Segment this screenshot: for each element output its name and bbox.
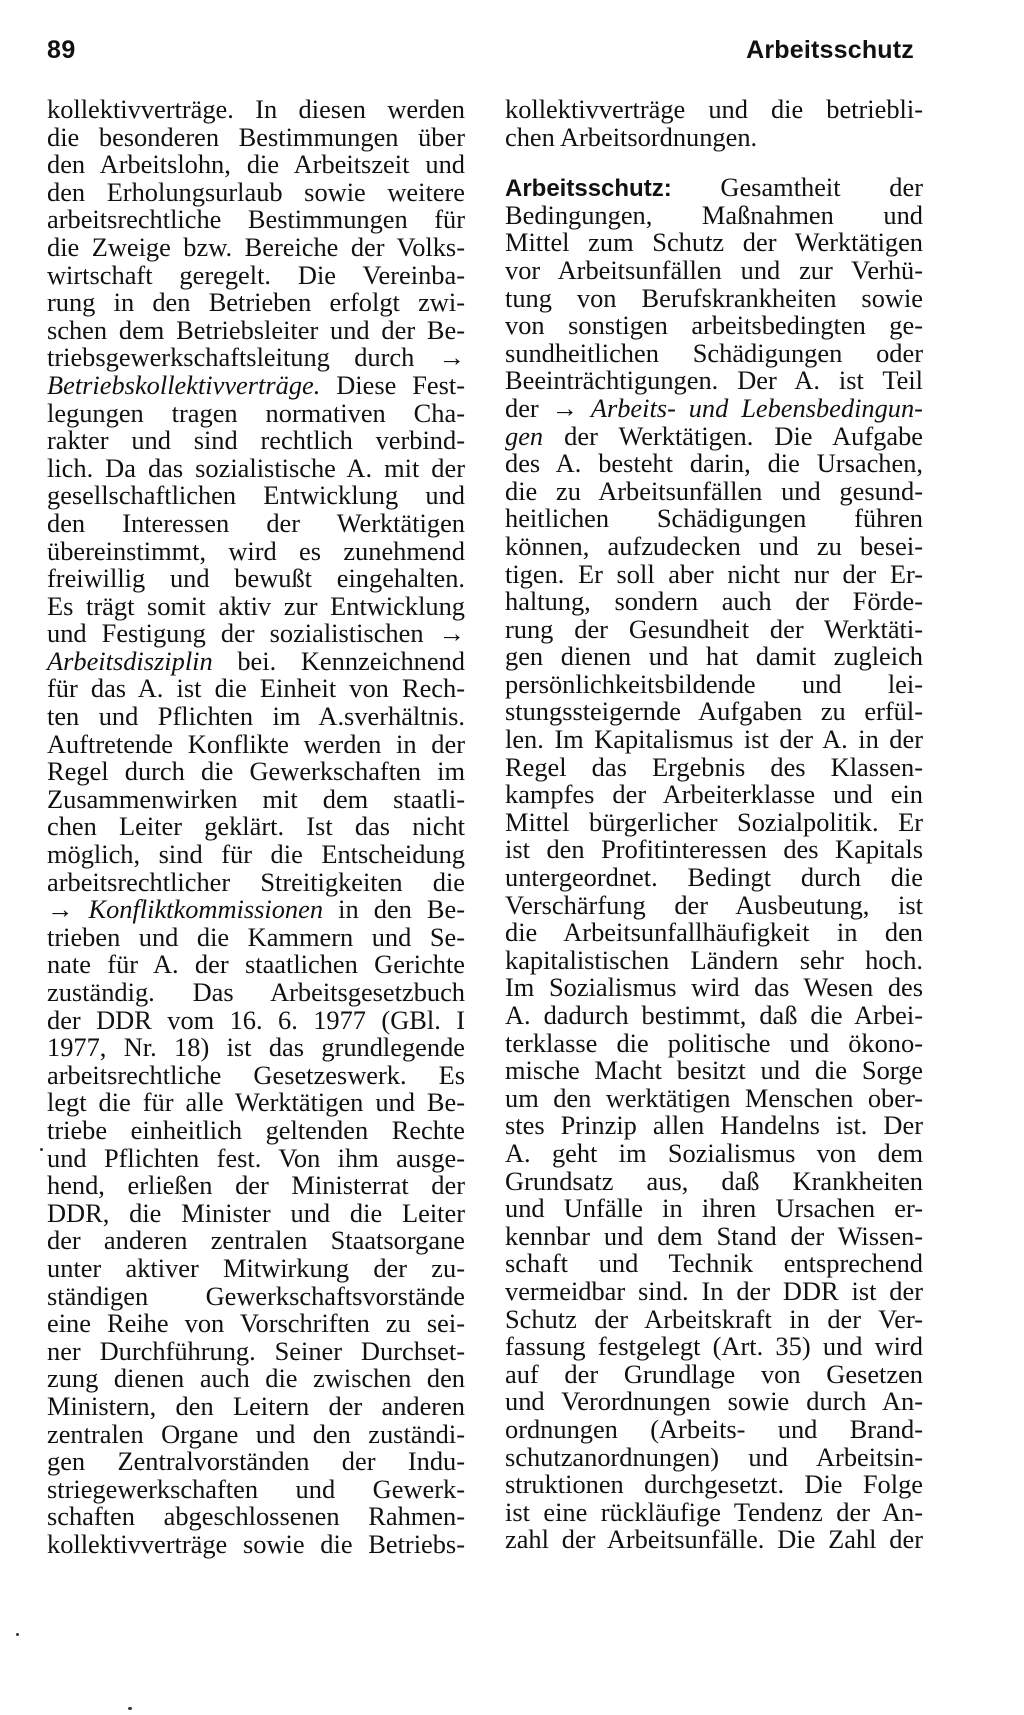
text-line: Regel durch die Gewerkschaften im (47, 756, 465, 787)
text-line: sundheitlichen Schädigungen oder (505, 337, 923, 368)
text-line-with-xref (47, 645, 465, 676)
text-line: arbeitsrechtliche Bestimmungen für (47, 204, 465, 235)
text-line: Bedingungen, Maßnahmen und (505, 199, 923, 230)
text-line: kampfes der Arbeiterklasse und ein (505, 779, 923, 810)
text-line: schaften abgeschlossenen Rahmen- (47, 1501, 465, 1532)
xref-arbeits-lebensbedingungen[interactable]: Arbeits- und Lebensbedingun- (590, 392, 923, 423)
text-line: stes Prinzip allen Handelns ist. Der (505, 1110, 923, 1141)
text-line: wirtschaft geregelt. Die Vereinba- (47, 259, 465, 290)
text-line: freiwillig und bewußt eingehalten. (47, 563, 465, 594)
text-line: die Arbeitsunfallhäufigkeit in den (505, 917, 923, 948)
text-line: und Pflichten fest. Von ihm ausge- (47, 1142, 465, 1173)
text-line: um den werktätigen Menschen ober- (505, 1082, 923, 1113)
text-line: den Interessen der Werktätigen (47, 507, 465, 538)
text-line: rakter und sind rechtlich verbind- (47, 425, 465, 456)
text-line: A. geht im Sozialismus von dem (505, 1137, 923, 1168)
text-segment: Gesamtheit der (720, 172, 923, 203)
text-line: gen Zentralvorständen der Indu- (47, 1446, 465, 1477)
text-line: Zusammenwirken mit dem staatli- (47, 783, 465, 814)
text-line: chen Leiter geklärt. Ist das nicht (47, 811, 465, 842)
text-line: untergeordnet. Bedingt durch die (505, 862, 923, 893)
scan-speck (128, 1707, 132, 1710)
text-line: legt die für alle Werktätigen und Be- (47, 1087, 465, 1118)
text-line: hend, erließen der Ministerrat der (47, 1170, 465, 1201)
text-line: kollektivverträge. In diesen werden (47, 94, 465, 124)
text-line: zuständig. Das Arbeitsgesetzbuch (47, 977, 465, 1007)
text-line: striegewerkschaften und Gewerk- (47, 1473, 465, 1504)
text-line: Ministern, den Leitern der anderen (47, 1390, 465, 1421)
text-line: für das A. ist die Einheit von Rech- (47, 673, 465, 704)
text-line: kapitalistischen Ländern sehr hoch. (505, 944, 923, 975)
text-segment: der (505, 392, 539, 423)
text-line: legungen tragen normativen Cha- (47, 397, 465, 428)
text-line: die Zweige bzw. Bereiche der Volks- (47, 231, 465, 262)
text-line: vermeidbar sind. In der DDR ist der (505, 1275, 923, 1306)
text-line: ordnungen (Arbeits- und Brand- (505, 1413, 923, 1444)
text-line: Im Sozialismus wird das Wesen des (505, 972, 923, 1003)
text-line: möglich, sind für die Entscheidung (47, 839, 465, 870)
text-line: von sonstigen arbeitsbedingten ge- (505, 310, 923, 341)
text-line: und Unfälle in ihren Ursachen er- (505, 1193, 923, 1224)
text-line: Grundsatz aus, daß Krankheiten (505, 1165, 923, 1196)
running-head: Arbeitsschutz (746, 36, 914, 64)
text-line: arbeitsrechtliche Gesetzeswerk. Es (47, 1059, 465, 1090)
text-line: des A. besteht darin, die Ursachen, (505, 448, 923, 479)
page-number: 89 (47, 36, 76, 64)
text-line: arbeitsrechtlicher Streitigkeiten die (47, 866, 465, 897)
text-line: auf der Grundlage von Gesetzen (505, 1358, 923, 1389)
xref-arrow-icon: → (438, 618, 465, 649)
text-line: schen dem Betriebsleiter und der Be- (47, 314, 465, 345)
text-line: der anderen zentralen Staatsorgane (47, 1225, 465, 1256)
text-line-with-xref (47, 344, 465, 372)
text-line: struktionen durchgesetzt. Die Folge (505, 1469, 923, 1500)
text-line: die zu Arbeitsunfällen und gesund- (505, 475, 923, 506)
text-line-with-xref (505, 420, 923, 451)
text-line: trieben und die Kammern und Se- (47, 921, 465, 952)
text-line: gesellschaftlichen Entwicklung und (47, 480, 465, 511)
text-line: Mittel bürgerlicher Sozialpolitik. Er (505, 806, 923, 837)
text-segment: der Werktätigen. Die Aufgabe (564, 420, 923, 451)
text-line: Verschärfung der Ausbeutung, ist (505, 889, 923, 920)
text-line: persönlichkeitsbildende und lei- (505, 668, 923, 699)
text-line: den Arbeitslohn, die Arbeitszeit und (47, 149, 465, 180)
text-line: lich. Da das sozialistische A. mit der (47, 452, 465, 483)
text-line: kollektivverträge sowie die Betriebs- (47, 1528, 465, 1559)
entry-spacer (505, 151, 923, 174)
text-line: unter aktiver Mitwirkung der zu- (47, 1252, 465, 1283)
text-segment: bei. Kennzeichnend (237, 645, 465, 676)
text-segment: in den Be- (338, 894, 465, 925)
text-line: ist eine rückläufige Tendenz der An- (505, 1496, 923, 1527)
text-line: mische Macht besitzt und die Sorge (505, 1055, 923, 1086)
text-line: stungssteigernde Aufgaben zu erfül- (505, 696, 923, 727)
right-column (505, 96, 923, 1554)
scan-speck (40, 1148, 43, 1151)
entry-first-line (505, 174, 923, 202)
text-line: 1977, Nr. 18) ist das grundlegende (47, 1032, 465, 1063)
text-segment: Diese Fest- (336, 369, 465, 400)
text-line: Mittel zum Schutz der Werktätigen (505, 227, 923, 258)
entry-headword: Arbeitsschutz: (505, 175, 672, 203)
text-line: terklasse die politische und ökono- (505, 1027, 923, 1058)
text-line: Beeinträchtigungen. Der A. ist Teil (505, 365, 923, 396)
scan-speck (16, 1633, 19, 1636)
text-line: kollektivverträge und die betriebli- (505, 94, 923, 124)
text-line: zung dienen auch die zwischen den (47, 1363, 465, 1394)
text-line: schutzanordnungen) und Arbeitsin- (505, 1441, 923, 1472)
text-line: und Verordnungen sowie durch An- (505, 1386, 923, 1417)
text-line: Regel das Ergebnis des Klassen- (505, 751, 923, 782)
text-line: Schutz der Arbeitskraft in der Ver- (505, 1303, 923, 1334)
text-line-with-xref (47, 620, 465, 648)
text-line: chen Arbeitsordnungen. (505, 121, 758, 152)
text-line: ten und Pflichten im A.sverhältnis. (47, 701, 465, 732)
text-line: zahl der Arbeitsunfälle. Die Zahl der (505, 1524, 923, 1555)
text-line: DDR, die Minister und die Leiter (47, 1197, 465, 1228)
text-line: vor Arbeitsunfällen und zur Verhü- (505, 254, 923, 285)
text-line: tung von Berufskrankheiten sowie (505, 282, 923, 313)
text-line: tigen. Er soll aber nicht nur der Er- (505, 558, 923, 589)
text-line: ständigen Gewerkschaftsvorstände (47, 1280, 465, 1311)
text-line: Es trägt somit aktiv zur Entwicklung (47, 590, 465, 621)
xref-arbeitsdisziplin[interactable]: Arbeitsdisziplin (47, 645, 213, 676)
text-line-with-xref (505, 392, 923, 423)
text-line: übereinstimmt, wird es zunehmend (47, 535, 465, 566)
xref-arrow-icon: → (438, 342, 465, 373)
text-line: A. dadurch bestimmt, daß die Arbei- (505, 1000, 923, 1030)
text-line-with-xref (47, 896, 465, 924)
text-line: rung in den Betrieben erfolgt zwi- (47, 287, 465, 318)
left-column (47, 96, 465, 1558)
text-line: fassung festgelegt (Art. 35) und wird (505, 1331, 923, 1362)
text-line: die besonderen Bestimmungen über (47, 121, 465, 152)
text-line: heitlichen Schädigungen führen (505, 503, 923, 534)
text-line: haltung, sondern auch der Förde- (505, 586, 923, 617)
xref-arrow-icon: → (47, 894, 74, 925)
text-line: eine Reihe von Vorschriften zu sei- (47, 1308, 465, 1339)
text-segment: und Festigung der sozialistischen (47, 618, 424, 649)
text-line: schaft und Technik entsprechend (505, 1248, 923, 1279)
xref-konfliktkommissionen[interactable]: Konfliktkommissionen (88, 894, 324, 925)
text-line: rung der Gesundheit der Werktäti- (505, 613, 923, 644)
text-segment: triebsgewerkschaftsleitung durch (47, 342, 415, 373)
xref-arrow-icon: → (551, 392, 578, 423)
text-line: den Erholungsurlaub sowie weitere (47, 176, 465, 207)
text-line: triebe einheitlich geltenden Rechte (47, 1114, 465, 1145)
text-line: Auftretende Konflikte werden in der (47, 728, 465, 759)
text-line: der DDR vom 16. 6. 1977 (GBl. I (47, 1004, 465, 1035)
text-line: ner Durchführung. Seiner Durchset- (47, 1335, 465, 1366)
text-line: gen dienen und hat damit zugleich (505, 641, 923, 672)
xref-arbeits-lebensbedingungen-cont[interactable]: gen (505, 420, 544, 451)
text-line-with-xref (47, 369, 465, 400)
text-line: nate für A. der staatlichen Gerichte (47, 949, 465, 980)
text-line: ist den Profitinteressen des Kapitals (505, 834, 923, 865)
xref-betriebskollektivvertraege[interactable]: Betriebskollektivverträge. (47, 369, 321, 400)
text-line: zentralen Organe und den zuständi- (47, 1418, 465, 1449)
text-line: können, aufzudecken und zu besei- (505, 530, 923, 561)
text-line: len. Im Kapitalismus ist der A. in der (505, 724, 923, 755)
text-line: kennbar und dem Stand der Wissen- (505, 1220, 923, 1251)
